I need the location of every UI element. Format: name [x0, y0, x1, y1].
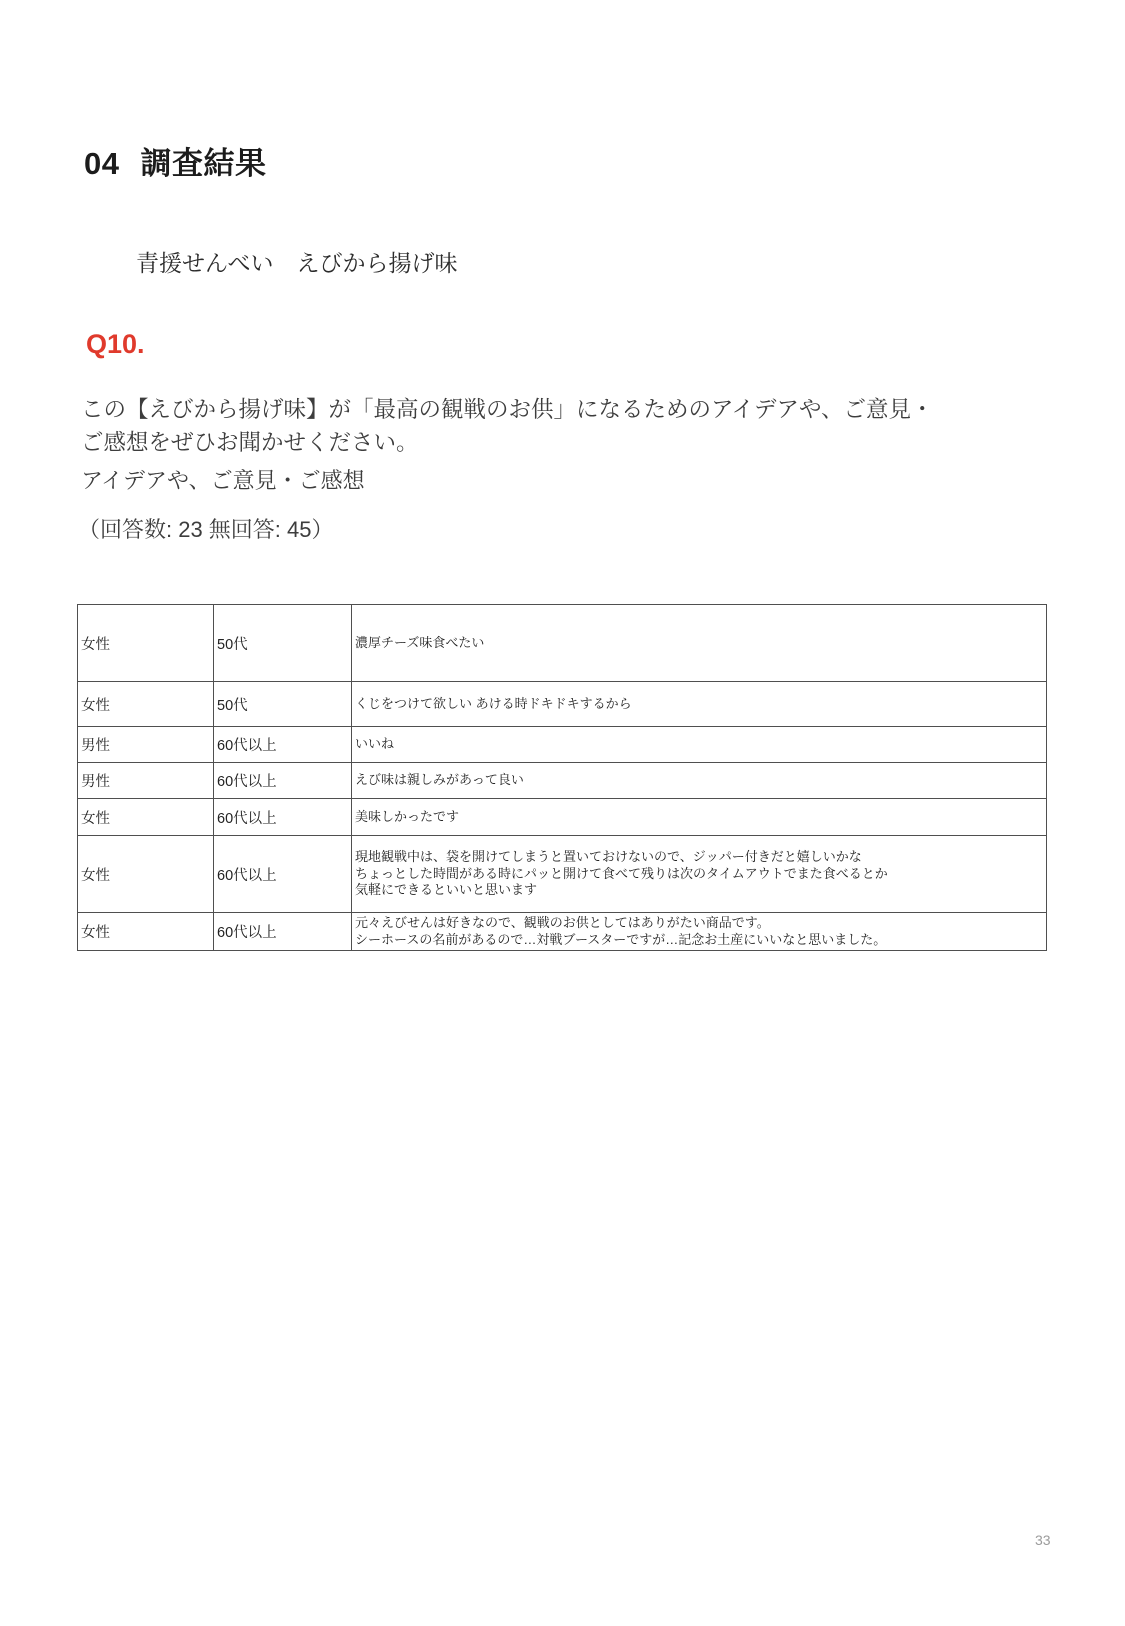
table-row — [78, 799, 1047, 836]
age-cell: 60代以上 — [214, 799, 352, 836]
comment-line: シーホースの名前があるので…対戦ブースターですが…記念お土産にいいなと思いました。 — [355, 931, 887, 947]
section-number: 04 — [84, 146, 120, 181]
question-text-line: この【えびから揚げ味】が「最高の観戦のお供」になるためのアイデアや、ご意見・ — [81, 397, 934, 422]
table-row — [78, 605, 1047, 682]
comment-line: いいね — [355, 736, 395, 752]
question-text — [81, 393, 934, 459]
age-cell: 60代以上 — [214, 913, 352, 951]
comment-line: 元々えびせんは好きなので、観戦のお供としてはありがたい商品です。 — [355, 915, 770, 930]
gender-cell: 男性 — [78, 763, 214, 799]
comment-line: 美味しかったです — [355, 808, 460, 824]
comment-line: 現地観戦中は、袋を開けてしまうと置いておけないので、ジッパー付きだと嬉しいかな — [355, 849, 862, 865]
comment-cell — [352, 799, 1047, 836]
comment-line: ちょっとした時間がある時にパッと開けて食べて残りは次のタイムアウトでまた食べるとか — [355, 865, 888, 881]
age-cell: 50代 — [214, 605, 352, 682]
comment-cell — [352, 727, 1047, 763]
comment-cell — [352, 913, 1047, 951]
gender-cell: 女性 — [78, 605, 214, 682]
age-cell: 60代以上 — [214, 727, 352, 763]
section-title: 調査結果 — [140, 146, 267, 181]
comment-cell — [352, 682, 1047, 727]
age-cell: 60代以上 — [214, 763, 352, 799]
product-title: 青援せんべい えびから揚げ味 — [136, 250, 458, 276]
table-row — [78, 763, 1047, 799]
gender-cell: 男性 — [78, 727, 214, 763]
comment-cell — [352, 763, 1047, 799]
gender-cell: 女性 — [78, 682, 214, 727]
age-cell: 50代 — [214, 682, 352, 727]
table-row — [78, 836, 1047, 913]
comment-line: くじをつけて欲しい あける時ドキドキするから — [355, 695, 632, 711]
response-count: （回答数: 23 無回答: 45） — [78, 517, 334, 542]
gender-cell: 女性 — [78, 799, 214, 836]
section-heading — [84, 138, 266, 183]
question-sublabel: アイデアや、ご意見・ご感想 — [81, 468, 365, 493]
table-row — [78, 682, 1047, 727]
question-text-line: ご感想をぜひお聞かせください。 — [81, 430, 419, 455]
comment-line: 気軽にできるといいと思います — [355, 882, 538, 898]
question-number: Q10. — [86, 329, 145, 359]
gender-cell: 女性 — [78, 836, 214, 913]
gender-cell: 女性 — [78, 913, 214, 951]
responses-table — [77, 604, 1047, 951]
table-row — [78, 727, 1047, 763]
comment-cell — [352, 605, 1047, 682]
page-number: 33 — [1035, 1532, 1051, 1548]
table-row — [78, 913, 1047, 951]
comment-line: 濃厚チーズ味食べたい — [355, 634, 485, 650]
responses-table-body — [78, 605, 1047, 951]
comment-line: えび味は親しみがあって良い — [355, 772, 524, 788]
comment-cell — [352, 836, 1047, 913]
age-cell: 60代以上 — [214, 836, 352, 913]
